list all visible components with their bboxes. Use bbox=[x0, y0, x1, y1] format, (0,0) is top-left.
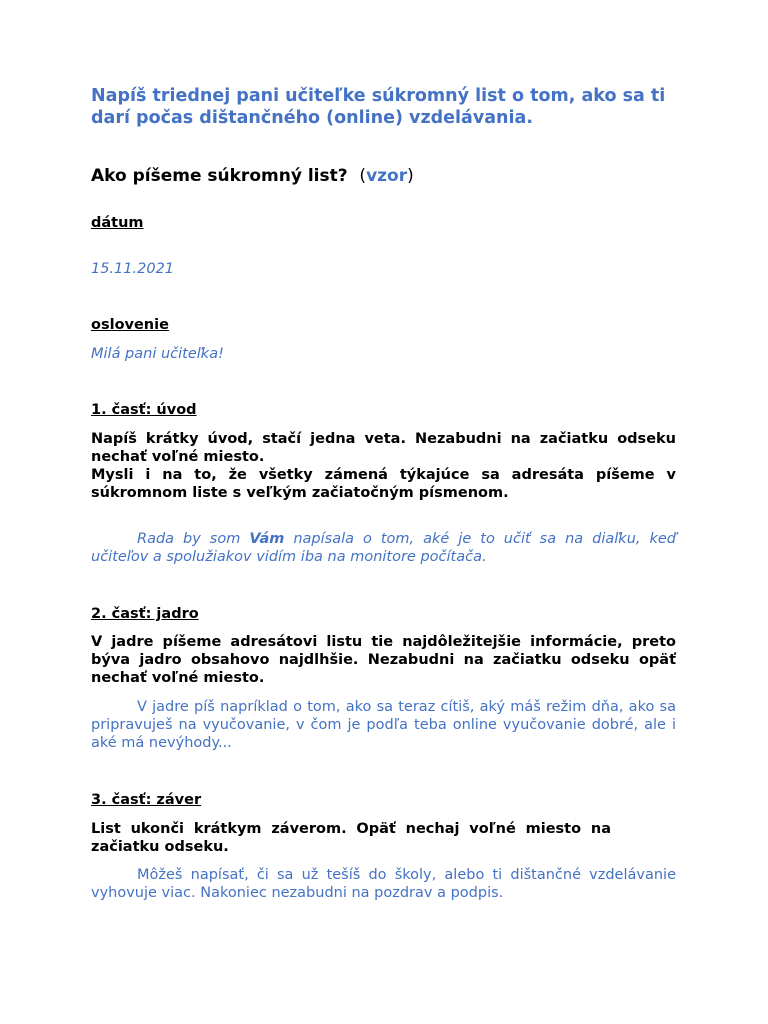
paren-close: ) bbox=[407, 166, 414, 186]
intro-instructions bbox=[91, 430, 676, 502]
body-instruction: V jadre píšeme adresátovi listu tie najdôležitejšie informácie, preto býva jadro obsahovo najdlhšie. Nezabudni na začiatku odseku opäť nechať voľné miesto. bbox=[91, 634, 676, 686]
how-to-write-text: Ako píšeme súkromný list? bbox=[91, 166, 348, 186]
intro-label: 1. časť: úvod bbox=[91, 402, 197, 418]
body-label: 2. časť: jadro bbox=[91, 606, 199, 622]
body-example: V jadre píš napríklad o tom, ako sa teraz cítiš, aký máš režim dňa, ako sa pripravuješ na vyučovanie, v čom je podľa teba online vyučovanie dobré, ale i aké má nevýhody... bbox=[91, 699, 676, 751]
intro-example-emphasis: Vám bbox=[249, 531, 285, 547]
salutation-label: oslovenie bbox=[91, 317, 169, 333]
sample-link[interactable]: vzor bbox=[366, 166, 408, 186]
how-to-write-heading bbox=[91, 165, 676, 187]
intro-example-before: Rada by som bbox=[137, 531, 250, 547]
closing-example: Môžeš napísať, či sa už tešíš do školy, alebo ti dištančné vzdelávanie vyhovuje viac. Nakoniec nezabudni na pozdrav a podpis. bbox=[91, 867, 676, 901]
intro-example bbox=[91, 530, 676, 566]
date-example: 15.11.2021 bbox=[91, 261, 175, 277]
intro-instruction-1: Napíš krátky úvod, stačí jedna veta. Nezabudni na začiatku odseku nechať voľné miesto. bbox=[91, 431, 676, 465]
salutation-example: Milá pani učiteľka! bbox=[91, 346, 224, 362]
closing-instruction: List ukonči krátkym záverom. Opäť nechaj voľné miesto na začiatku odseku. bbox=[91, 821, 611, 855]
intro-instruction-2: Mysli i na to, že všetky zámená týkajúce sa adresáta píšeme v súkromnom liste s veľkým začiatočným písmenom. bbox=[91, 467, 676, 501]
assignment-title: Napíš triednej pani učiteľke súkromný list o tom, ako sa ti darí počas dištančného (online) vzdelávania. bbox=[91, 86, 666, 128]
intro-example-after: napísala o tom, aké je to učiť sa na diaľku, keď učiteľov a spolužiakov vidím iba na monitore počítača. bbox=[91, 531, 676, 565]
closing-label: 3. časť: záver bbox=[91, 792, 202, 808]
paren-open: ( bbox=[359, 166, 367, 186]
date-label: dátum bbox=[91, 215, 144, 231]
